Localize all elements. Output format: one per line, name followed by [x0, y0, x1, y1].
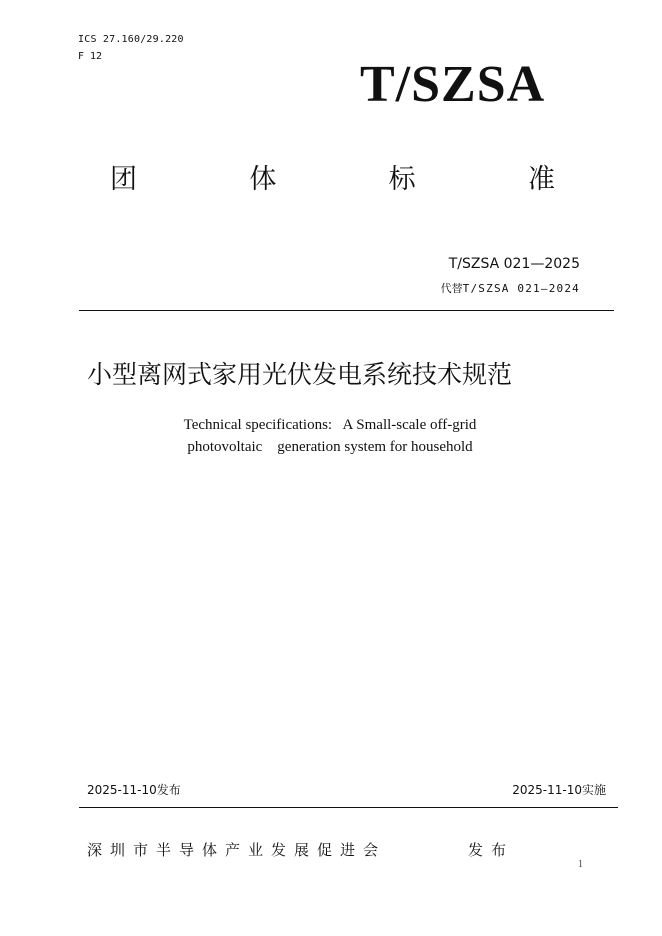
issuer-name: 深圳市半导体产业发展促进会 — [87, 841, 387, 859]
ics-code: ICS 27.160/29.220 — [78, 34, 184, 45]
classification-code: F 12 — [78, 51, 103, 62]
title-english — [160, 414, 500, 458]
issue-label: 发布 — [468, 841, 515, 859]
title-english-line: photovoltaic generation system for household — [187, 439, 473, 455]
org-logo: T/SZSA — [360, 56, 546, 113]
standard-type-char: 准 — [527, 164, 555, 195]
header-divider — [79, 310, 614, 311]
title-chinese: 小型离网式家用光伏发电系统技术规范 — [87, 360, 513, 389]
publish-date: 2025-11-10发布 — [87, 783, 181, 797]
title-english-line: Technical specifications: A Small-scale off-grid — [183, 417, 477, 433]
implement-date: 2025-11-10实施 — [512, 783, 606, 797]
page-number: 1 — [578, 859, 583, 870]
standard-type-char: 标 — [388, 164, 416, 195]
standard-type-heading — [110, 160, 555, 200]
replaces-number: T/SZSA 021—2024 — [462, 282, 580, 295]
replaces-label: 代替 — [440, 282, 463, 295]
replaces-line — [380, 281, 580, 297]
standard-type-char: 体 — [249, 164, 277, 195]
footer-divider — [79, 807, 618, 808]
standard-type-char: 团 — [110, 164, 137, 195]
standard-number: T/SZSA 021—2025 — [448, 256, 580, 272]
